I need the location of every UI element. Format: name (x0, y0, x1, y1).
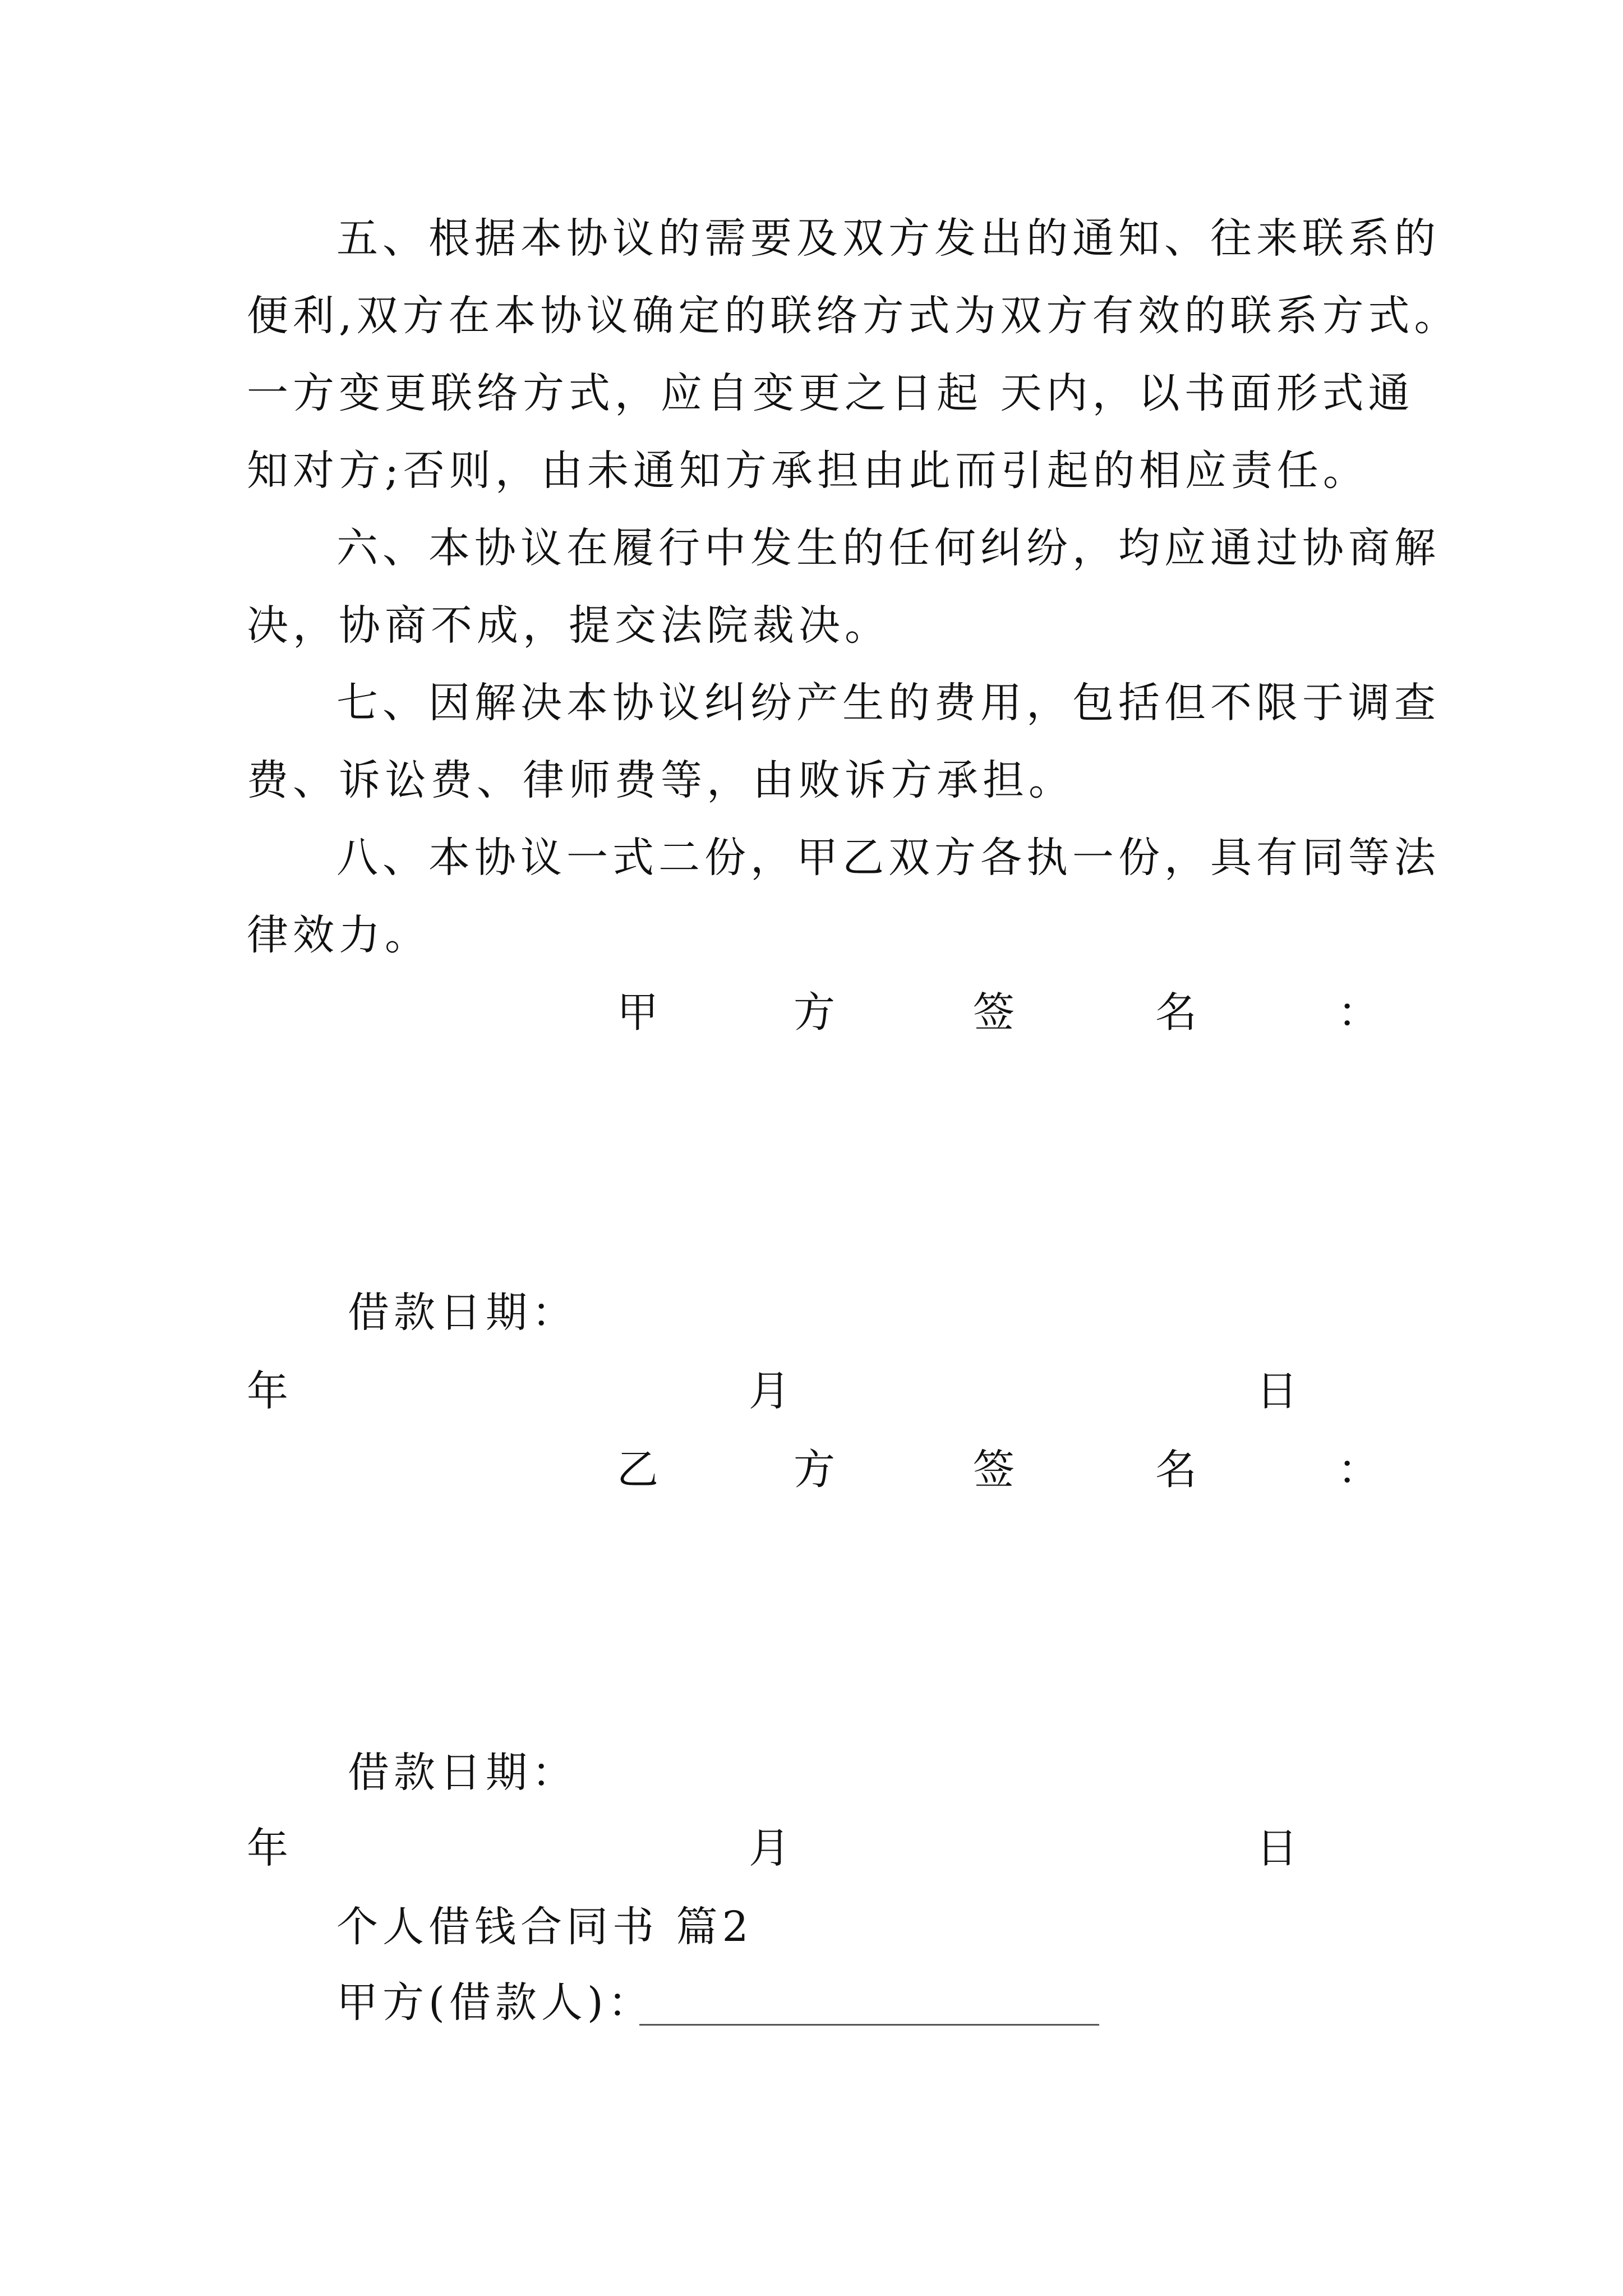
party-a-date-year: 年 (247, 1367, 288, 1415)
clause-5-line-2: 便利,双方在本协议确定的联络方式为双方有效的联系方式。 (247, 292, 1460, 340)
party-a-date-month: 月 (749, 1367, 790, 1415)
party-a-sign-char-1: 甲 (617, 988, 658, 1037)
clause-8-line-2: 律效力。 (247, 911, 431, 959)
clause-5-line-3: 一方变更联络方式，应自变更之日起 天内，以书面形式通 (247, 369, 1414, 417)
clause-8-line-1: 八、本协议一式二份，甲乙双方各执一份，具有同等法 (336, 834, 1440, 882)
party-b-sign-char-2: 方 (794, 1446, 835, 1494)
party-a-sign-char-2: 方 (794, 988, 835, 1037)
party-a-sign-char-5: ： (1338, 988, 1379, 1037)
clause-7-line-2: 费、诉讼费、律师费等，由败诉方承担。 (247, 756, 1075, 804)
lender-name-blank (639, 2024, 1099, 2026)
party-b-sign-char-4: 名 (1155, 1446, 1197, 1494)
party-b-date-year: 年 (247, 1824, 288, 1872)
clause-7-line-1: 七、因解决本协议纠纷产生的费用，包括但不限于调查 (336, 679, 1440, 727)
clause-5-line-4: 知对方;否则，由未通知方承担由此而引起的相应责任。 (247, 447, 1369, 495)
party-a-date-day: 日 (1256, 1367, 1298, 1415)
clause-6-line-1: 六、本协议在履行中发生的任何纠纷，均应通过协商解 (336, 524, 1440, 572)
party-b-date-day: 日 (1256, 1824, 1298, 1872)
section-title: 个人借钱合同书 篇2 (336, 1903, 753, 1951)
party-b-date-month: 月 (749, 1824, 790, 1872)
party-a-sign-char-4: 名 (1155, 988, 1197, 1037)
party-a-sign-char-3: 签 (973, 988, 1015, 1037)
party-a-loan-date-label: 借款日期： (348, 1289, 578, 1337)
clause-5-line-1: 五、根据本协议的需要及双方发出的通知、往来联系的 (336, 214, 1440, 263)
party-b-loan-date-label: 借款日期： (348, 1749, 578, 1797)
lender-label: 甲方(借款人)： (336, 1978, 654, 2027)
clause-6-line-2: 决，协商不成，提交法院裁决。 (247, 601, 891, 650)
party-b-sign-char-5: ： (1338, 1446, 1379, 1494)
party-b-sign-char-1: 乙 (617, 1446, 658, 1494)
party-b-sign-char-3: 签 (973, 1446, 1015, 1494)
